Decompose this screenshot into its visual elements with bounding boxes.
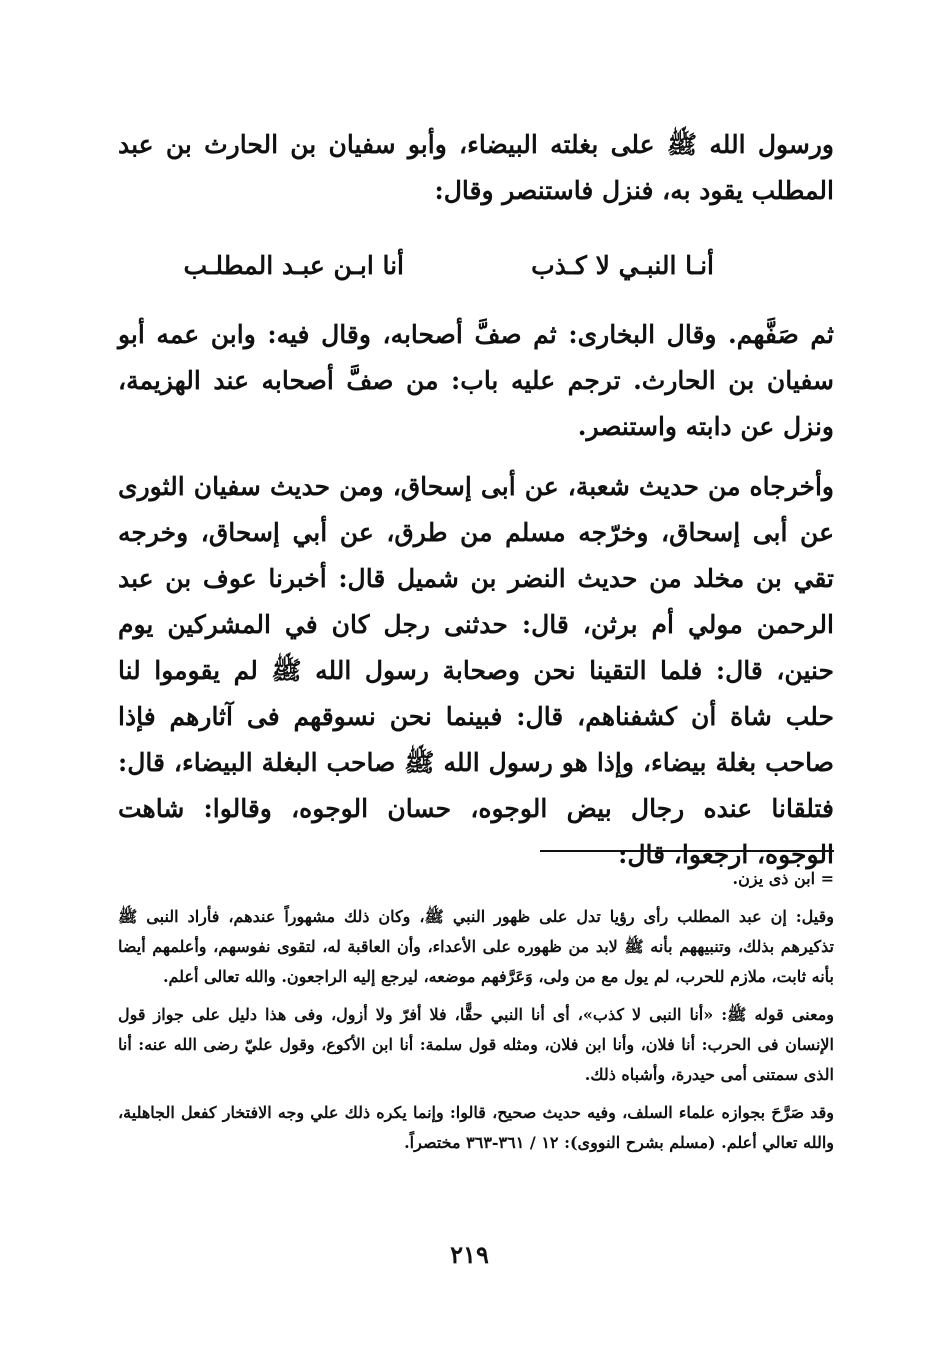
footnote-paragraph-3: وقد صَرَّحَ بجوازه علماء السلف، وفيه حديث صحيح، قالوا: وإنما يكره ذلك علي وجه الافتخار كفعل الجاهلية، والله تعالي أعلم. (مسلم بشرح النووى): ١٢ / ٣٦١-٣٦٣ مختصراً. [118,1103,834,1152]
paragraph-2: ثم صَفَّهم. وقال البخارى: ثم صفَّ أصحابه، وقال فيه: وابن عمه أبو سفيان بن الحارث. ترجم عليه باب: من صفَّ أصحابه عند الهزيمة، ونزل عن دابته واستنصر. [118,320,834,441]
footnote-separator [540,850,834,852]
footnote-paragraph-2: ومعنى قوله ﷺ: «أنا النبى لا كذب»، أى أنا النبي حقًّا، فلا أفرّ ولا أزول، وفى هذا دليل على جواز قول الإنسان فى الحرب: أنا فلان، وأنا ابن فلان، ومثله قول سلمة: أنا ابن الأكوع، وقول عليّ رضى الله عنه: أنا الذى سمتنى أمى حيدرة، وأشباه ذلك. [118,1005,834,1084]
main-text-top [118,122,834,214]
verse-hemistich-1: أنـا النبـي لا كـذب [531,251,714,280]
main-text-body [118,312,834,878]
verse-line [118,243,834,289]
footnotes [118,864,834,1158]
verse-hemistich-2: أنا ابـن عبـد المطلـب [183,251,404,280]
paragraph-3: وأخرجاه من حديث شعبة، عن أبى إسحاق، ومن حديث سفيان الثورى عن أبى إسحاق، وخرّجه مسلم من طرق، عن أبي إسحاق، وخرجه تقي بن مخلد من حديث النضر بن شميل قال: أخبرنا عوف بن عبد الرحمن مولي أم برثن، قال: حدثنى رجل كان في المشركين يوم حنين، قال: فلما التقينا نحن وصحابة رسول الله ﷺ لم يقوموا لنا حلب شاة أن كشفناهم، قال: فبينما نحن نسوقهم فى آثارهم فإذا صاحب بغلة بيضاء، وإذا هو رسول الله ﷺ صاحب البغلة البيضاء، قال: فتلقانا عنده رجال بيض الوجوه، حسان الوجوه، وقالوا: شاهت الوجوه، ارجعوا، قال: [118,472,834,869]
footnote-continuation: = ابن ذى يزن. [732,869,834,888]
page-number: ٢١٩ [450,1240,489,1269]
footnote-paragraph-1: وقيل: إن عبد المطلب رأى رؤيا تدل على ظهور النبي ﷺ، وكان ذلك مشهوراً عندهم، فأراد النبى ﷺ تذكيرهم بذلك، وتنبيههم بأنه ﷺ لابد من ظهوره على الأعداء، وأن العاقبة له، لتقوى نفوسهم، وأعلمهم أيضا بأنه ثابت، ملازم للحرب، لم يول مع من ولى، وَعَرَّفهم موضعه، ليرجع إليه الراجعون. والله تعالى أعلم. [118,907,834,986]
paragraph-1: ورسول الله ﷺ على بغلته البيضاء، وأبو سفيان بن الحارث بن عبد المطلب يقود به، فنزل فاستنصر وقال: [118,130,834,205]
